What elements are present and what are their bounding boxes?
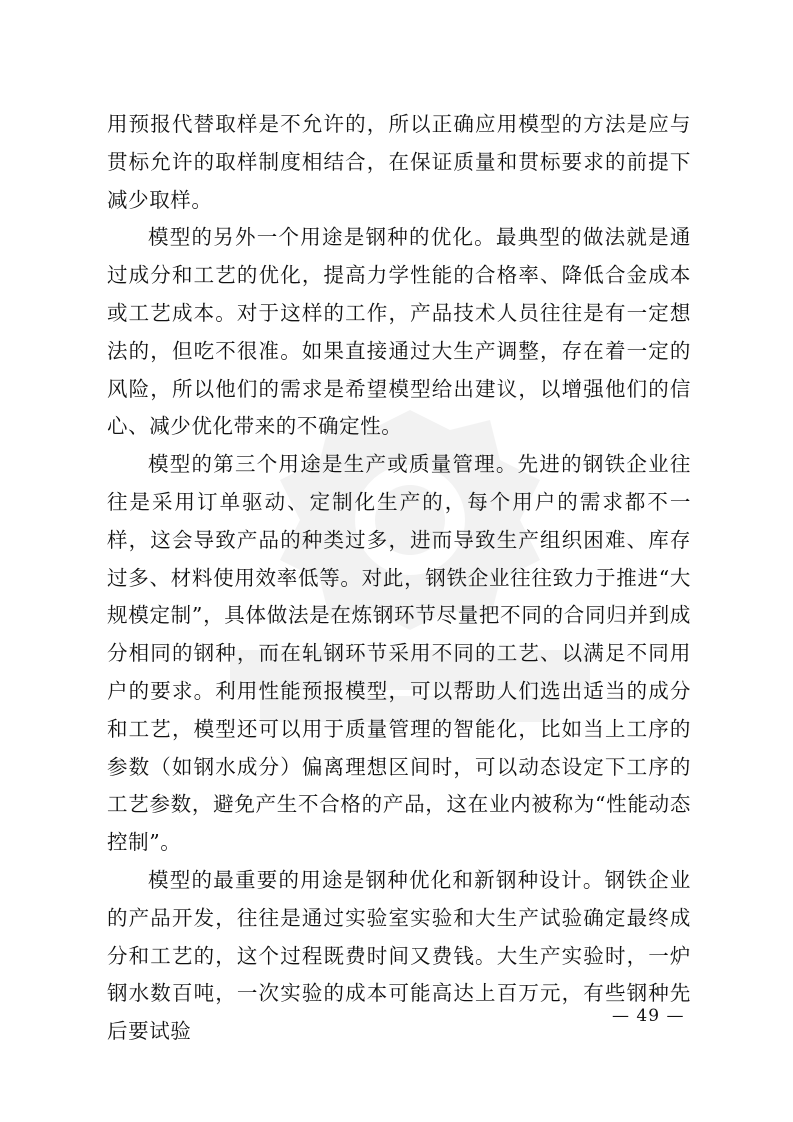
paragraph-1: 用预报代替取样是不允许的，所以正确应用模型的方法是应与贯标允许的取样制度相结合，在保证质量和贯标要求的前提下减少取样。 xyxy=(107,112,691,212)
page-number: — 49 — xyxy=(612,1006,685,1026)
paragraph-4: 模型的最重要的用途是钢种优化和新钢种设计。钢铁企业的产品开发，往往是通过实验室实验和大生产试验确定最终成分和工艺的，这个过程既费时间又费钱。大生产实验时，一炉钢水数百吨，一次实验的成本可能高达上百万元，有些钢种先后要试验 xyxy=(107,867,691,1044)
paragraph-3: 模型的第三个用途是生产或质量管理。先进的钢铁企业往往是采用订单驱动、定制化生产的，每个用户的需求都不一样，这会导致产品的种类过多，进而导致生产组织困难、库存过多、材料使用效率低等。对此，钢铁企业往往致力于推进“大规模定制”，具体做法是在炼钢环节尽量把不同的合同归并到成分相同的钢种，而在轧钢环节采用不同的工艺、以满足不同用户的要求。利用性能预报模型，可以帮助人们选出适当的成分和工艺，模型还可以用于质量管理的智能化，比如当上工序的参数（如钢水成分）偏离理想区间时，可以动态设定下工序的工艺参数，避免产生不合格的产品，这在业内被称为“性能动态控制”。 xyxy=(107,452,691,855)
body-text xyxy=(107,106,691,1051)
paragraph-2: 模型的另外一个用途是钢种的优化。最典型的做法就是通过成分和工艺的优化，提高力学性能的合格率、降低合金成本或工艺成本。对于这样的工作，产品技术人员往往是有一定想法的，但吃不很准。如果直接通过大生产调整，存在着一定的风险，所以他们的需求是希望模型给出建议，以增强他们的信心、减少优化带来的不确定性。 xyxy=(107,225,691,439)
